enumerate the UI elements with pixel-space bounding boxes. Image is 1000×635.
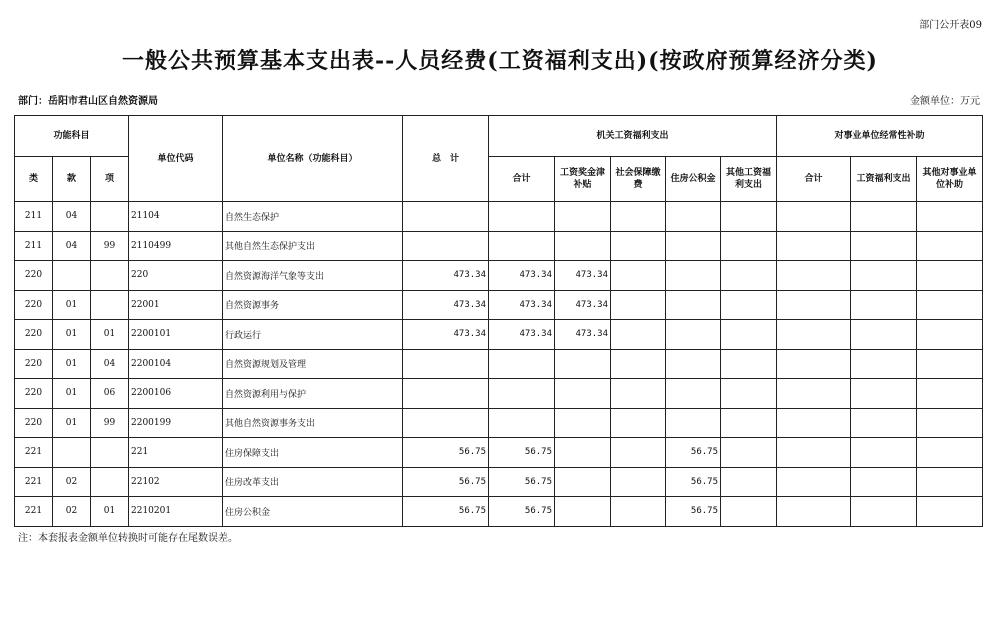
- table-row: [15, 261, 983, 291]
- header-org-housing: 住房公积金: [666, 157, 721, 202]
- amount-unit-label: 金额单位：万元: [910, 96, 980, 107]
- cell-org-social: [611, 290, 666, 320]
- cell-xiang: 99: [91, 231, 129, 261]
- header-pub-group: 对事业单位经常性补助: [777, 116, 983, 157]
- cell-name: 住房改革支出: [223, 467, 403, 497]
- cell-total: 473.34: [403, 261, 489, 291]
- cell-code: 2210201: [129, 497, 223, 527]
- cell-org-housing: [666, 408, 721, 438]
- cell-org-other: [721, 202, 777, 232]
- cell-org-housing: [666, 320, 721, 350]
- cell-pub-total: [777, 202, 851, 232]
- cell-lei: 221: [15, 497, 53, 527]
- cell-kuan: 01: [53, 320, 91, 350]
- header-total: 总 计: [403, 116, 489, 202]
- cell-total: 56.75: [403, 497, 489, 527]
- table-row: [15, 231, 983, 261]
- cell-code: 2200199: [129, 408, 223, 438]
- cell-org-social: [611, 261, 666, 291]
- cell-org-other: [721, 438, 777, 468]
- cell-kuan: 04: [53, 202, 91, 232]
- cell-xiang: [91, 261, 129, 291]
- cell-lei: 220: [15, 320, 53, 350]
- cell-org-total: [489, 379, 555, 409]
- cell-org-total: 56.75: [489, 467, 555, 497]
- cell-org-housing: [666, 202, 721, 232]
- cell-xiang: 01: [91, 320, 129, 350]
- cell-code: 2200106: [129, 379, 223, 409]
- cell-name: 自然生态保护: [223, 202, 403, 232]
- cell-pub-other: [917, 379, 983, 409]
- cell-org-other: [721, 467, 777, 497]
- cell-org-housing: [666, 349, 721, 379]
- cell-kuan: 01: [53, 290, 91, 320]
- cell-org-bonus: [555, 467, 611, 497]
- table-row: [15, 379, 983, 409]
- cell-name: 自然资源利用与保护: [223, 379, 403, 409]
- cell-org-bonus: [555, 379, 611, 409]
- header-row-1: [15, 116, 983, 157]
- cell-pub-total: [777, 408, 851, 438]
- header-org-group: 机关工资福利支出: [489, 116, 777, 157]
- cell-org-other: [721, 379, 777, 409]
- cell-total: 56.75: [403, 438, 489, 468]
- form-number: 部门公开表09: [919, 20, 982, 31]
- cell-total: [403, 379, 489, 409]
- table-row: [15, 438, 983, 468]
- header-unit-code: 单位代码: [129, 116, 223, 202]
- cell-name: 住房公积金: [223, 497, 403, 527]
- cell-name: 其他自然生态保护支出: [223, 231, 403, 261]
- cell-pub-total: [777, 467, 851, 497]
- department-label: 部门：岳阳市君山区自然资源局: [18, 96, 158, 107]
- cell-org-total: 473.34: [489, 320, 555, 350]
- cell-org-total: [489, 231, 555, 261]
- cell-pub-salary: [851, 261, 917, 291]
- cell-pub-total: [777, 379, 851, 409]
- cell-pub-other: [917, 467, 983, 497]
- cell-total: [403, 349, 489, 379]
- header-pub-total: 合计: [777, 157, 851, 202]
- cell-org-housing: 56.75: [666, 438, 721, 468]
- cell-lei: 220: [15, 290, 53, 320]
- cell-xiang: [91, 290, 129, 320]
- header-org-bonus: 工资奖金津补贴: [555, 157, 611, 202]
- cell-org-social: [611, 231, 666, 261]
- cell-org-other: [721, 320, 777, 350]
- cell-org-bonus: [555, 349, 611, 379]
- header-unit-name: 单位名称（功能科目）: [223, 116, 403, 202]
- cell-pub-other: [917, 231, 983, 261]
- cell-pub-salary: [851, 438, 917, 468]
- cell-name: 行政运行: [223, 320, 403, 350]
- cell-kuan: 04: [53, 231, 91, 261]
- cell-org-total: 56.75: [489, 438, 555, 468]
- cell-pub-other: [917, 408, 983, 438]
- header-org-total: 合计: [489, 157, 555, 202]
- cell-pub-salary: [851, 349, 917, 379]
- cell-pub-other: [917, 438, 983, 468]
- header-pub-salary: 工资福利支出: [851, 157, 917, 202]
- cell-org-social: [611, 408, 666, 438]
- cell-pub-salary: [851, 202, 917, 232]
- cell-org-social: [611, 379, 666, 409]
- cell-name: 自然资源规划及管理: [223, 349, 403, 379]
- cell-org-other: [721, 497, 777, 527]
- cell-total: [403, 408, 489, 438]
- cell-code: 22102: [129, 467, 223, 497]
- table-row: [15, 408, 983, 438]
- cell-kuan: 01: [53, 408, 91, 438]
- cell-org-bonus: [555, 202, 611, 232]
- cell-xiang: 99: [91, 408, 129, 438]
- table-row: [15, 202, 983, 232]
- cell-pub-salary: [851, 497, 917, 527]
- cell-pub-other: [917, 290, 983, 320]
- cell-xiang: 04: [91, 349, 129, 379]
- cell-pub-salary: [851, 231, 917, 261]
- cell-kuan: [53, 261, 91, 291]
- cell-kuan: 01: [53, 349, 91, 379]
- cell-lei: 220: [15, 408, 53, 438]
- cell-org-total: 473.34: [489, 290, 555, 320]
- cell-kuan: 02: [53, 497, 91, 527]
- cell-lei: 220: [15, 349, 53, 379]
- cell-org-bonus: 473.34: [555, 261, 611, 291]
- header-lei: 类: [15, 157, 53, 202]
- cell-code: 22001: [129, 290, 223, 320]
- cell-lei: 221: [15, 467, 53, 497]
- cell-name: 其他自然资源事务支出: [223, 408, 403, 438]
- cell-pub-other: [917, 261, 983, 291]
- page-title: 一般公共预算基本支出表--人员经费(工资福利支出)(按政府预算经济分类): [122, 48, 878, 74]
- cell-kuan: 02: [53, 467, 91, 497]
- cell-xiang: 06: [91, 379, 129, 409]
- cell-xiang: [91, 202, 129, 232]
- cell-org-housing: 56.75: [666, 467, 721, 497]
- cell-pub-total: [777, 349, 851, 379]
- cell-total: [403, 231, 489, 261]
- cell-org-total: [489, 408, 555, 438]
- cell-total: 473.34: [403, 320, 489, 350]
- cell-lei: 220: [15, 379, 53, 409]
- cell-org-other: [721, 290, 777, 320]
- cell-org-housing: 56.75: [666, 497, 721, 527]
- cell-org-bonus: 473.34: [555, 290, 611, 320]
- cell-pub-total: [777, 320, 851, 350]
- cell-code: 220: [129, 261, 223, 291]
- cell-code: 21104: [129, 202, 223, 232]
- cell-name: 住房保障支出: [223, 438, 403, 468]
- cell-pub-salary: [851, 320, 917, 350]
- cell-xiang: [91, 467, 129, 497]
- cell-org-total: [489, 202, 555, 232]
- cell-pub-other: [917, 349, 983, 379]
- cell-org-housing: [666, 231, 721, 261]
- cell-pub-total: [777, 497, 851, 527]
- cell-org-social: [611, 497, 666, 527]
- table-row: [15, 497, 983, 527]
- cell-code: 2200104: [129, 349, 223, 379]
- table-row: [15, 320, 983, 350]
- cell-total: [403, 202, 489, 232]
- cell-pub-total: [777, 231, 851, 261]
- cell-org-bonus: [555, 438, 611, 468]
- cell-org-housing: [666, 290, 721, 320]
- cell-org-bonus: 473.34: [555, 320, 611, 350]
- cell-lei: 211: [15, 202, 53, 232]
- cell-org-bonus: [555, 231, 611, 261]
- header-func-subject: 功能科目: [15, 116, 129, 157]
- table-row: [15, 349, 983, 379]
- cell-pub-other: [917, 497, 983, 527]
- cell-lei: 221: [15, 438, 53, 468]
- cell-total: 56.75: [403, 467, 489, 497]
- header-pub-other: 其他对事业单位补助: [917, 157, 983, 202]
- cell-xiang: 01: [91, 497, 129, 527]
- cell-pub-salary: [851, 467, 917, 497]
- cell-xiang: [91, 438, 129, 468]
- cell-pub-total: [777, 261, 851, 291]
- cell-total: 473.34: [403, 290, 489, 320]
- header-kuan: 款: [53, 157, 91, 202]
- cell-org-other: [721, 349, 777, 379]
- cell-org-housing: [666, 379, 721, 409]
- cell-org-other: [721, 231, 777, 261]
- cell-org-social: [611, 438, 666, 468]
- cell-lei: 220: [15, 261, 53, 291]
- cell-org-social: [611, 320, 666, 350]
- cell-pub-salary: [851, 379, 917, 409]
- cell-org-social: [611, 467, 666, 497]
- table-row: [15, 290, 983, 320]
- cell-org-other: [721, 261, 777, 291]
- cell-org-social: [611, 349, 666, 379]
- cell-pub-salary: [851, 408, 917, 438]
- header-org-social: 社会保障缴费: [611, 157, 666, 202]
- cell-code: 2110499: [129, 231, 223, 261]
- cell-kuan: 01: [53, 379, 91, 409]
- table-row: [15, 467, 983, 497]
- cell-pub-other: [917, 202, 983, 232]
- footnote: 注：本套报表金额单位转换时可能存在尾数误差。: [18, 533, 238, 544]
- cell-pub-total: [777, 290, 851, 320]
- cell-name: 自然资源事务: [223, 290, 403, 320]
- cell-pub-total: [777, 438, 851, 468]
- cell-org-social: [611, 202, 666, 232]
- cell-org-bonus: [555, 408, 611, 438]
- cell-org-bonus: [555, 497, 611, 527]
- cell-org-other: [721, 408, 777, 438]
- cell-kuan: [53, 438, 91, 468]
- header-org-other: 其他工资福利支出: [721, 157, 777, 202]
- cell-org-total: 56.75: [489, 497, 555, 527]
- cell-name: 自然资源海洋气象等支出: [223, 261, 403, 291]
- cell-org-total: [489, 349, 555, 379]
- header-xiang: 项: [91, 157, 129, 202]
- cell-pub-salary: [851, 290, 917, 320]
- cell-code: 221: [129, 438, 223, 468]
- cell-pub-other: [917, 320, 983, 350]
- cell-org-housing: [666, 261, 721, 291]
- cell-lei: 211: [15, 231, 53, 261]
- cell-code: 2200101: [129, 320, 223, 350]
- budget-table: [14, 115, 983, 527]
- cell-org-total: 473.34: [489, 261, 555, 291]
